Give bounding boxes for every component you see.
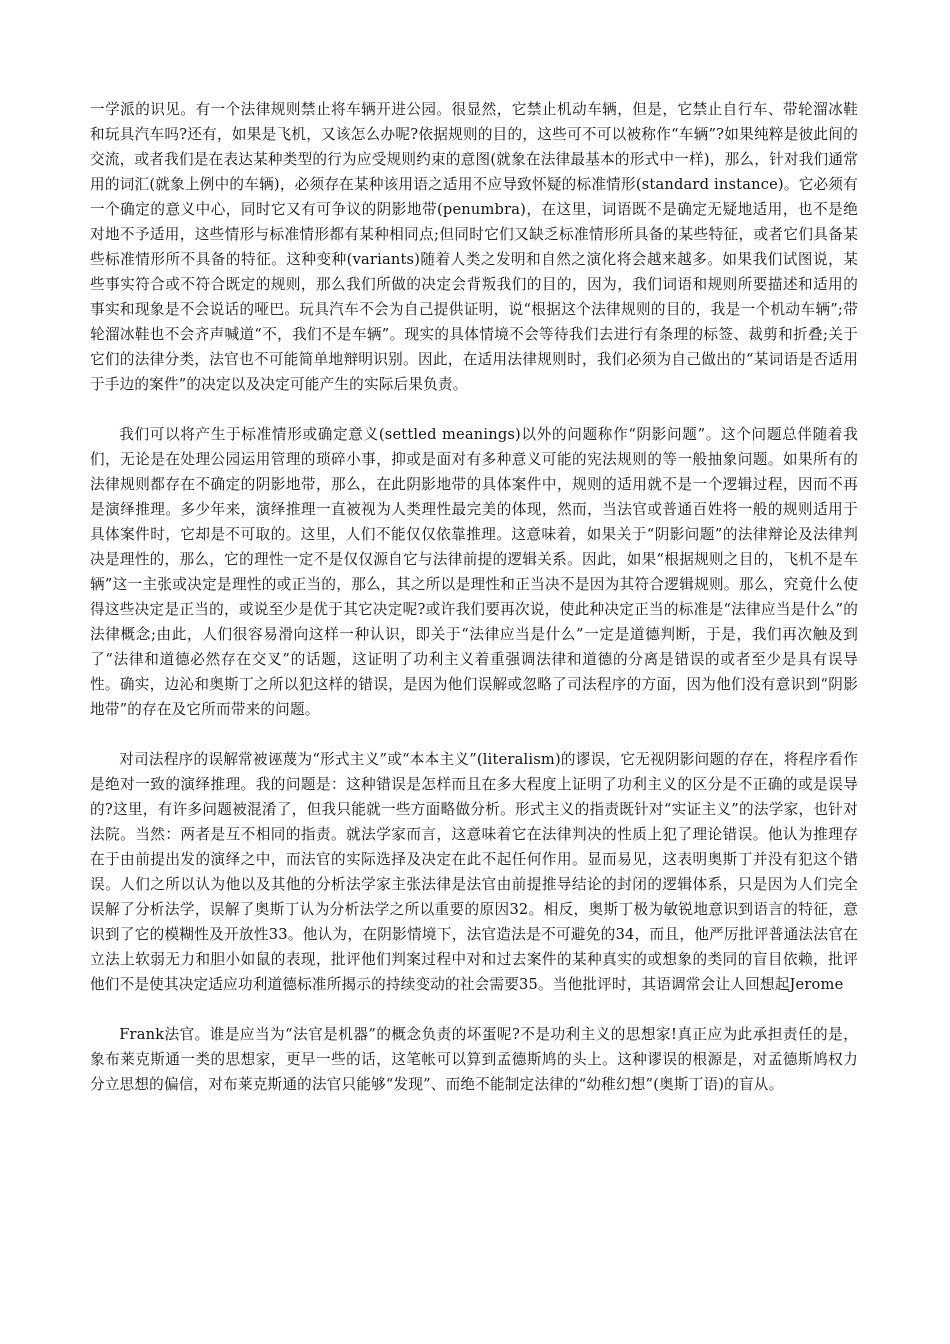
paragraph-2: 我们可以将产生于标准情形或确定意义(settled meanings)以外的问题称作“阴影问题”。这个问题总伴随着我们，无论是在处理公园运用管理的琐碎小事，抑或是面对有多种意义可能的宪法规则的等一般抽象问题。如果所有的法律规则都存在不确定的阴影地带，那么，在此阴影地带的具体案件中，规则的适用就不是一个逻辑过程，因而不再是演绎推理。多少年来，演绎推理一直被视为人类理性最完美的体现，然而，当法官或普通百姓将一般的规则适用于具体案件时，它却是不可取的。这里，人们不能仅仅依靠推理。这意味着，如果关于“阴影问题”的法律辩论及法律判决是理性的，那么，它的理性一定不是仅仅源自它与法律前提的逻辑关系。因此，如果“根据规则之目的，飞机不是车辆”这一主张或决定是理性的或正当的，那么，其之所以是理性和正当决不是因为其符合逻辑规则。那么，究竟什么使得这些决定是正当的，或说至少是优于其它决定呢?或许我们要再次说，使此种决定正当的标准是“法律应当是什么”的法律概念;由此，人们很容易滑向这样一种认识，即关于“法律应当是什么”一定是道德判断，于是，我们再次触及到了“法律和道德必然存在交叉”的话题，这证明了功利主义着重强调法律和道德的分离是错误的或者至少是具有误导性。确实，边沁和奥斯丁之所以犯这样的错误，是因为他们误解或忽略了司法程序的方面，因为他们没有意识到“阴影地带”的存在及它所而带来的问题。	[90, 426, 858, 718]
paragraph-1: 一学派的识见。有一个法律规则禁止将车辆开进公园。很显然，它禁止机动车辆，但是，它禁止自行车、带轮溜冰鞋和玩具汽车吗?还有，如果是飞机，又该怎么办呢?依据规则的目的，这些可不可以被称作“车辆”?如果纯粹是彼此间的交流，或者我们是在表达某种类型的行为应受规则约束的意图(就象在法律最基本的形式中一样)，那么，针对我们通常用的词汇(就象上例中的车辆)，必须存在某种该用语之适用不应导致怀疑的标准情形(standard instance)。它必须有一个确定的意义中心，同时它又有可争议的阴影地带(penumbra)，在这里，词语既不是确定无疑地适用，也不是绝对地不予适用，这些情形与标准情形都有某种相同点;但同时它们又缺乏标准情形所具备的某些特征，或者它们具备某些标准情形所不具备的特征。这种变种(variants)随着人类之发明和自然之演化将会越来越多。如果我们试图说，某些事实符合或不符合既定的规则，那么我们所做的决定会背叛我们的目的，因为，我们词语和规则所要描述和适用的事实和现象是不会说话的哑巴。玩具汽车不会为自己提供证明，说“根据这个法律规则的目的，我是一个机动车辆”;带轮溜冰鞋也不会齐声喊道“不，我们不是车辆”。现实的具体情境不会等待我们去进行有条理的标签、裁剪和折叠;关于它们的法律分类，法官也不可能简单地辩明识别。因此，在适用法律规则时，我们必须为自己做出的“某词语是否适用于手边的案件”的决定以及决定可能产生的实际后果负责。	[90, 101, 858, 393]
document-body	[90, 97, 858, 1122]
paragraph-4: Frank法官。谁是应当为“法官是机器”的概念负责的坏蛋呢?不是功利主义的思想家!真正应为此承担责任的是，象布莱克斯通一类的思想家，更早一些的话，这笔帐可以算到孟德斯鸠的头上。这种谬误的根源是，对孟德斯鸠权力分立思想的偏信，对布莱克斯通的法官只能够“发现”、而绝不能制定法律的“幼稚幻想”(奥斯丁语)的盲从。	[90, 1026, 858, 1093]
paragraph-3: 对司法程序的误解常被诬蔑为“形式主义”或“本本主义”(literalism)的谬误，它无视阴影问题的存在，将程序看作是绝对一致的演绎推理。我的问题是：这种错误是怎样而且在多大程度上证明了功利主义的区分是不正确的或是误导的?这里，有许多问题被混淆了，但我只能就一些方面略做分析。形式主义的指责既针对“实证主义”的法学家，也针对法院。当然：两者是互不相同的指责。就法学家而言，这意味着它在法律判决的性质上犯了理论错误。他认为推理存在于由前提出发的演绎之中，而法官的实际选择及决定在此不起任何作用。显而易见，这表明奥斯丁并没有犯这个错误。人们之所以认为他以及其他的分析法学家主张法律是法官由前提推导结论的封闭的逻辑体系，只是因为人们完全误解了分析法学，误解了奥斯丁认为分析法学之所以重要的原因32。相反，奥斯丁极为敏锐地意识到语言的特征，意识到了它的模糊性及开放性33。他认为，在阴影情境下，法官造法是不可避免的34，而且，他严厉批评普通法法官在立法上软弱无力和胆小如鼠的表现，批评他们判案过程中对和过去案件的某种真实的或想象的类同的盲目依赖，批评他们不是使其决定适应功利道德标准所揭示的持续变动的社会需要35。当他批评时，其语调常会让人回想起Jerome	[90, 751, 858, 993]
